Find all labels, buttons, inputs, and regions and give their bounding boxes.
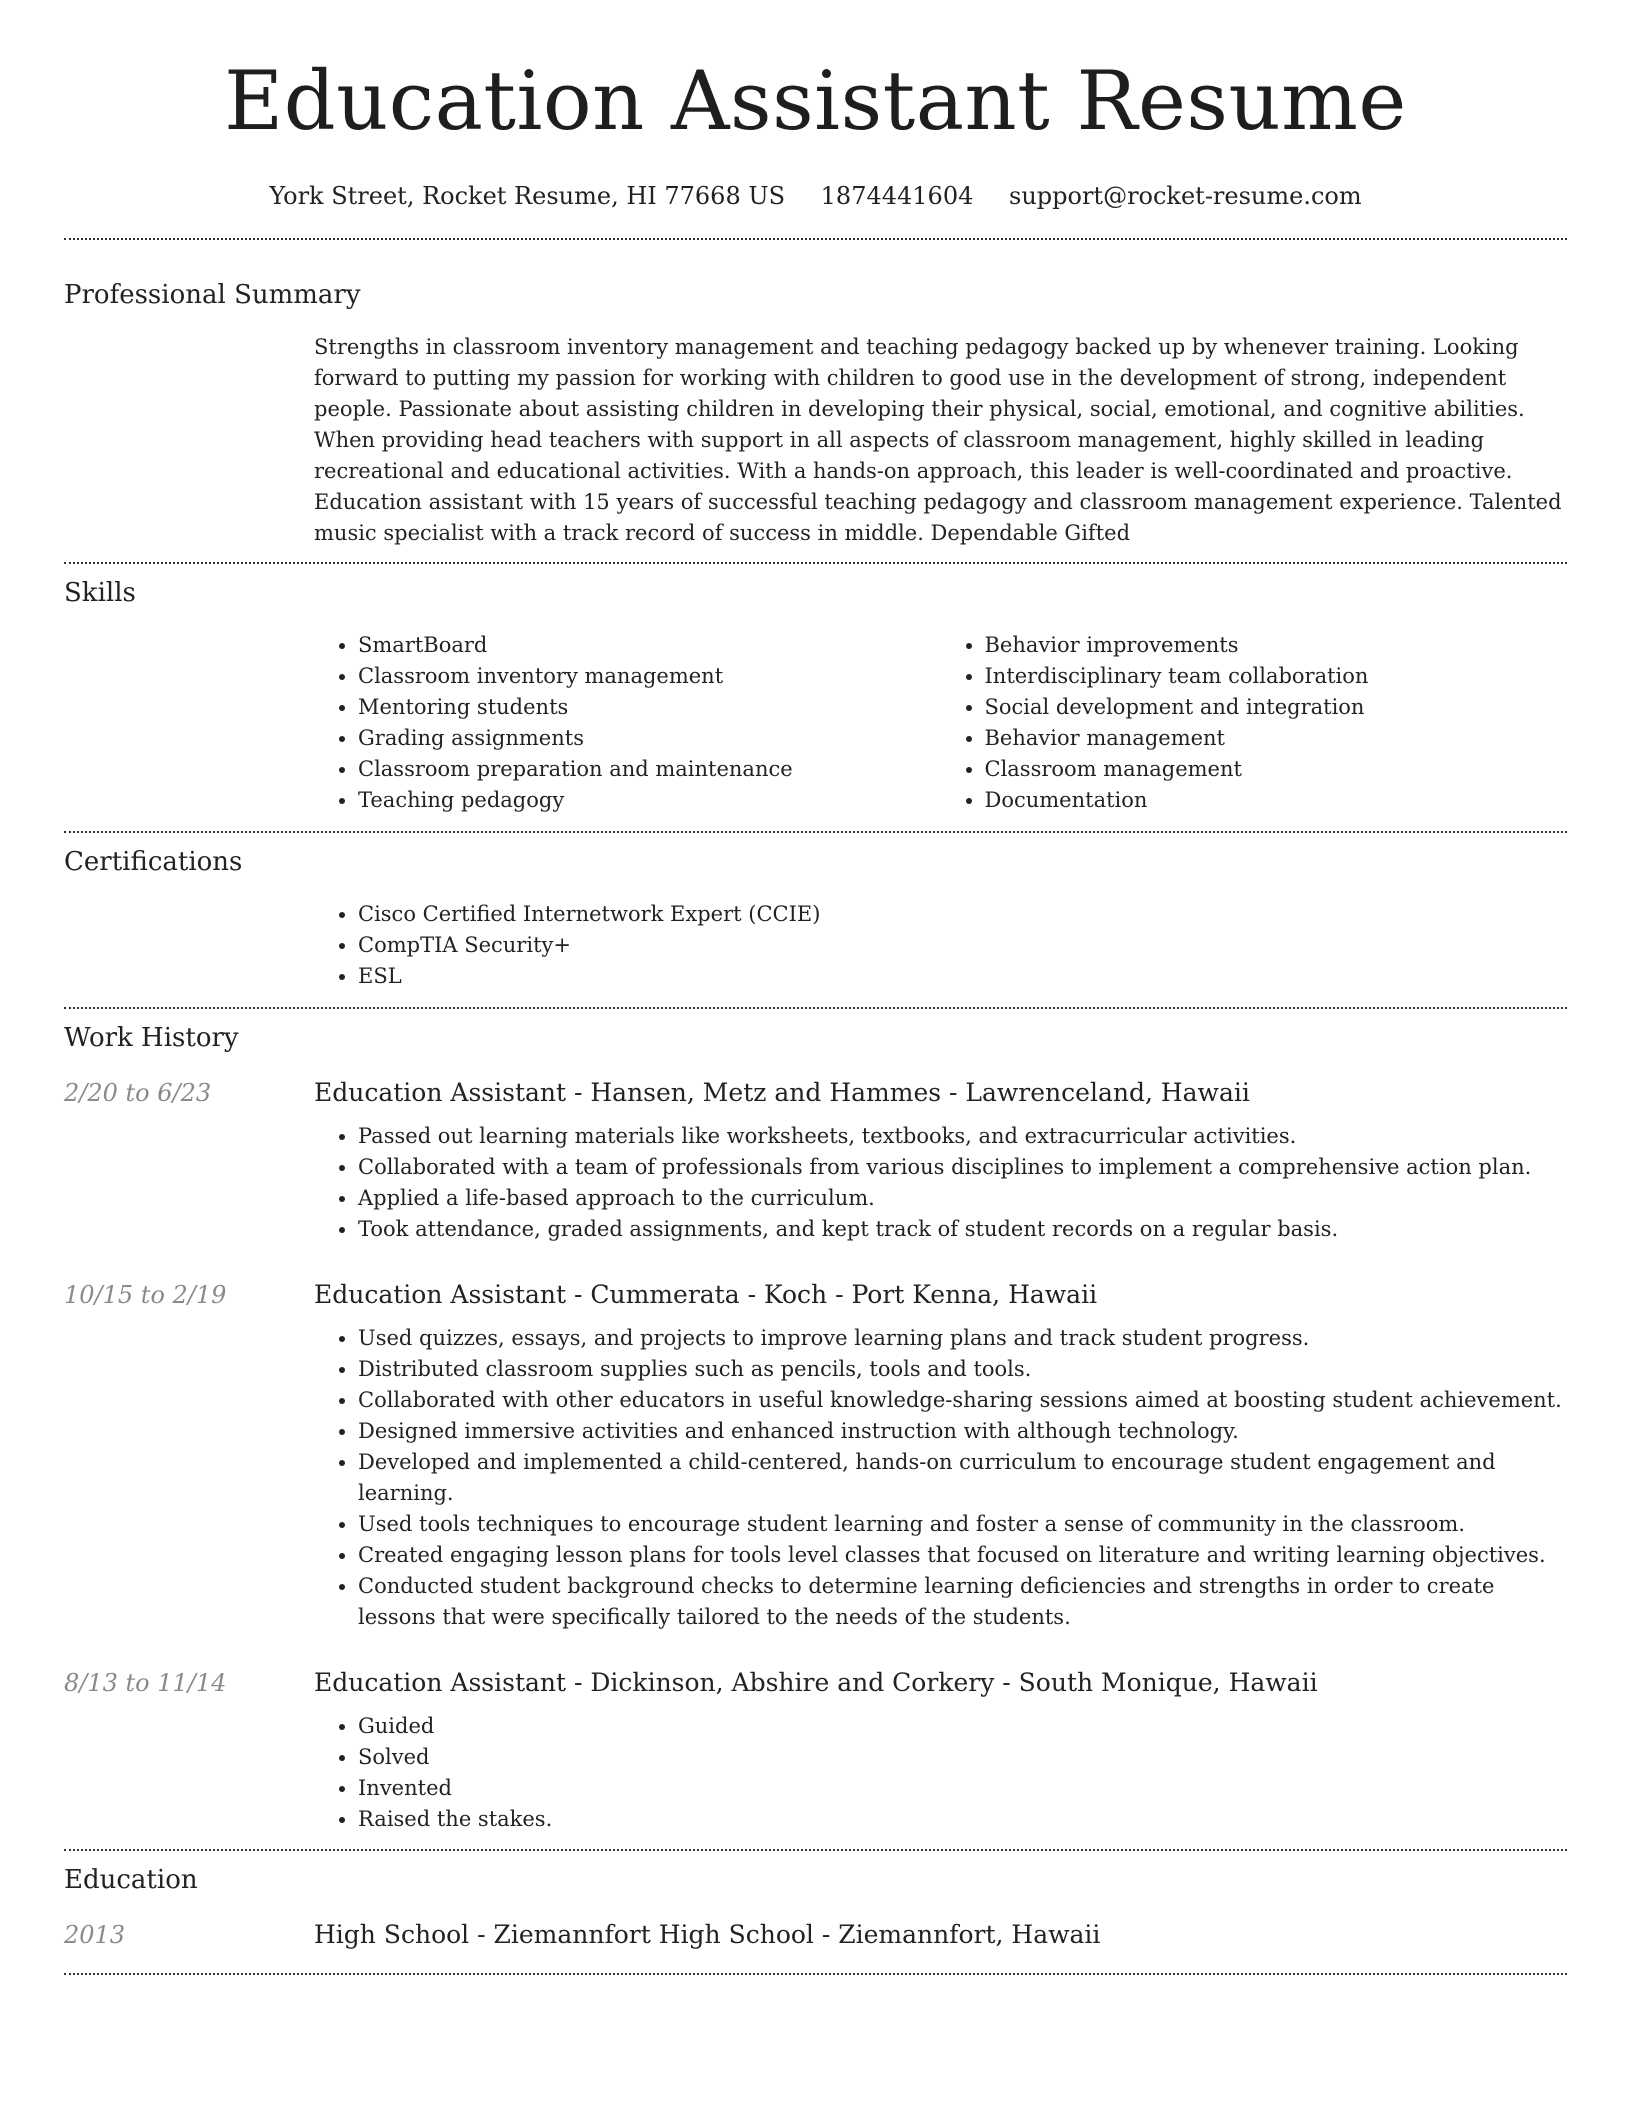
job-bullets	[314, 1711, 1567, 1835]
job-bullet: • Guided	[358, 1711, 1567, 1742]
skill-item: • Mentoring students	[358, 692, 941, 723]
section-summary	[64, 278, 1567, 549]
resume-page	[64, 0, 1567, 1975]
skill-item: • Social development and integration	[985, 692, 1568, 723]
job-bullets	[314, 1121, 1567, 1245]
job-bullet: • Designed immersive activities and enhanced instruction with although technology.	[358, 1416, 1567, 1447]
job-bullet: • Passed out learning materials like worksheets, textbooks, and extracurricular activities.	[358, 1121, 1567, 1152]
skill-item: • Classroom management	[985, 754, 1568, 785]
section-title-certifications: Certifications	[64, 847, 243, 877]
skill-item: • SmartBoard	[358, 630, 941, 661]
section-education	[64, 1863, 1567, 1951]
job-bullet: • Invented	[358, 1773, 1567, 1804]
resume-title: Education Assistant Resume	[224, 55, 1407, 149]
job-title: Education Assistant - Dickinson, Abshire and Corkery - South Monique, Hawaii	[314, 1668, 1318, 1697]
section-title-education: Education	[64, 1865, 198, 1895]
job-bullet: • Used quizzes, essays, and projects to improve learning plans and track student progress.	[358, 1323, 1567, 1354]
section-title-summary: Professional Summary	[64, 280, 361, 310]
contact-line	[64, 180, 1567, 212]
section-skills	[64, 576, 1567, 816]
job-entry	[64, 1077, 1567, 1245]
divider	[64, 1973, 1567, 1975]
job-bullet: • Raised the stakes.	[358, 1804, 1567, 1835]
job-bullet: • Developed and implemented a child-centered, hands-on curriculum to encourage student engagement and learning.	[358, 1447, 1567, 1509]
contact-phone: 1874441604	[820, 182, 974, 210]
job-dates: 10/15 to 2/19	[64, 1281, 227, 1309]
job-title: Education Assistant - Hansen, Metz and Hammes - Lawrenceland, Hawaii	[314, 1078, 1250, 1107]
job-entry	[64, 1279, 1567, 1633]
job-bullet: • Collaborated with other educators in useful knowledge-sharing sessions aimed at boosting student achievement.	[358, 1385, 1567, 1416]
job-title: Education Assistant - Cummerata - Koch - Port Kenna, Hawaii	[314, 1280, 1098, 1309]
contact-email: support@rocket-resume.com	[1009, 182, 1362, 210]
divider	[64, 831, 1567, 833]
skill-item: • Teaching pedagogy	[358, 785, 941, 816]
job-bullet: • Created engaging lesson plans for tools level classes that focused on literature and writing learning objectives.	[358, 1540, 1567, 1571]
divider	[64, 1007, 1567, 1009]
skills-column-right	[941, 630, 1568, 816]
job-bullet: • Conducted student background checks to determine learning deficiencies and strengths in order to create lessons that were specifically tailored to the needs of the students.	[358, 1571, 1567, 1633]
divider	[64, 238, 1567, 240]
skills-list	[314, 630, 1567, 816]
skill-item: • Interdisciplinary team collaboration	[985, 661, 1568, 692]
job-bullet: • Used tools techniques to encourage student learning and foster a sense of community in the classroom.	[358, 1509, 1567, 1540]
job-entry	[64, 1667, 1567, 1835]
certification-item: • Cisco Certified Internetwork Expert (CCIE)	[358, 899, 1567, 930]
skill-item: • Classroom inventory management	[358, 661, 941, 692]
skill-item: • Grading assignments	[358, 723, 941, 754]
divider	[64, 1849, 1567, 1851]
skill-item: • Behavior management	[985, 723, 1568, 754]
skill-item: • Classroom preparation and maintenance	[358, 754, 941, 785]
education-year: 2013	[64, 1921, 126, 1949]
job-bullet: • Solved	[358, 1742, 1567, 1773]
job-dates: 2/20 to 6/23	[64, 1079, 212, 1107]
job-bullet: • Collaborated with a team of professionals from various disciplines to implement a comprehensive action plan.	[358, 1152, 1567, 1183]
skills-column-left	[314, 630, 941, 816]
skill-item: • Behavior improvements	[985, 630, 1568, 661]
certification-item: • CompTIA Security+	[358, 930, 1567, 961]
section-title-skills: Skills	[64, 578, 136, 608]
section-work-history	[64, 1021, 1567, 1835]
job-bullet: • Applied a life-based approach to the curriculum.	[358, 1183, 1567, 1214]
skill-item: • Documentation	[985, 785, 1568, 816]
divider	[64, 562, 1567, 564]
section-title-work-history: Work History	[64, 1023, 239, 1053]
job-dates: 8/13 to 11/14	[64, 1669, 227, 1697]
job-bullet: • Distributed classroom supplies such as pencils, tools and tools.	[358, 1354, 1567, 1385]
education-title: High School - Ziemannfort High School - Ziemannfort, Hawaii	[314, 1920, 1101, 1949]
job-bullet: • Took attendance, graded assignments, and kept track of student records on a regular basis.	[358, 1214, 1567, 1245]
certifications-list	[314, 899, 1567, 992]
job-bullets	[314, 1323, 1567, 1633]
education-entry	[64, 1919, 1567, 1951]
section-certifications	[64, 845, 1567, 992]
contact-address: York Street, Rocket Resume, HI 77668 US	[269, 182, 786, 210]
certification-item: • ESL	[358, 961, 1567, 992]
summary-text: Strengths in classroom inventory management and teaching pedagogy backed up by whenever training. Looking forward to putting my passion for working with children to good use in the development of strong, independent people. Passionate about assisting children in developing their physical, social, emotional, and cognitive abilities. When providing head teachers with support in all aspects of classroom management, highly skilled in leading recreational and educational activities. With a hands-on approach, this leader is well-coordinated and proactive. Education assistant with 15 years of successful teaching pedagogy and classroom management experience. Talented music specialist with a track record of success in middle. Dependable Gifted	[314, 335, 1562, 545]
